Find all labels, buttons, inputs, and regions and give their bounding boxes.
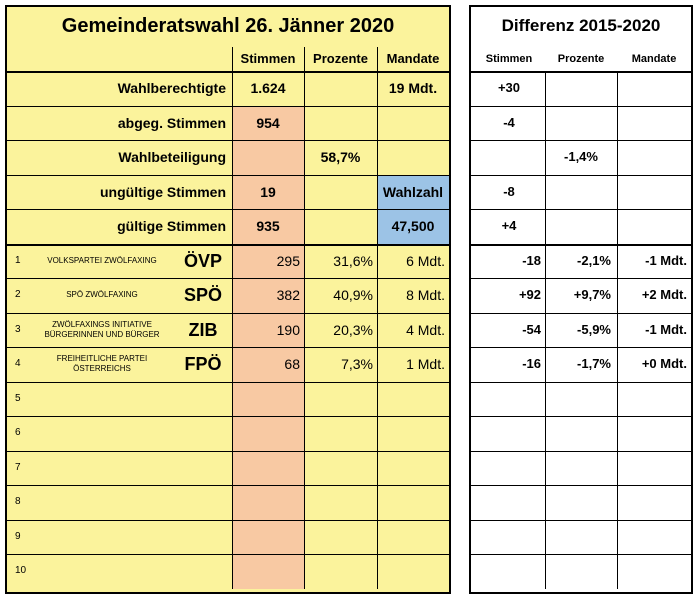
results-title: Gemeinderatswahl 26. Jänner 2020	[61, 15, 395, 37]
party-stimmen: 190	[276, 321, 300, 338]
party-mandate	[377, 485, 445, 519]
summary-label: abgeg. Stimmen	[117, 114, 226, 131]
party-name	[31, 278, 173, 312]
party-abbreviation: FPÖ	[184, 354, 222, 374]
diff-party-stimmen: +92	[518, 287, 541, 302]
diff-party-stimmen	[473, 451, 541, 485]
summary-prozente	[304, 106, 377, 140]
summary-mandate: 47,500	[391, 218, 435, 234]
summary-stimmen: 1.624	[250, 80, 286, 96]
diff-header-prozente: Prozente	[557, 53, 605, 65]
diff-party-prozente: -2,1%	[577, 252, 611, 268]
party-abbreviation	[175, 416, 231, 450]
party-mandate	[377, 520, 445, 554]
party-abbreviation	[175, 485, 231, 519]
party-prozente	[304, 485, 373, 519]
party-stimmen: 295	[276, 252, 300, 269]
summary-mandate	[377, 106, 449, 140]
party-mandate: 4 Mdt.	[406, 321, 445, 338]
diff-summary-mandate	[617, 106, 691, 140]
party-number: 4	[15, 358, 21, 369]
diff-party-mandate	[617, 520, 687, 554]
party-name	[31, 347, 173, 381]
results-table	[5, 5, 451, 594]
party-abbreviation: ÖVP	[183, 250, 222, 271]
header-prozente: Prozente	[313, 51, 368, 66]
difference-title: Differenz 2015-2020	[501, 16, 661, 35]
header-mandate: Mandate	[386, 51, 440, 66]
diff-party-prozente	[545, 554, 611, 588]
diff-party-mandate: +0 Mdt.	[641, 356, 687, 371]
party-name	[31, 382, 173, 416]
diff-party-mandate	[617, 382, 687, 416]
party-name	[31, 313, 173, 347]
party-stimmen	[232, 382, 300, 416]
diff-party-stimmen: -18	[522, 252, 541, 268]
difference-table	[469, 5, 693, 594]
diff-summary-stimmen: +30	[497, 80, 521, 95]
summary-stimmen: 954	[256, 114, 280, 131]
diff-party-prozente	[545, 416, 611, 450]
party-name-text: SPÖ ZWÖLFAXING	[66, 290, 138, 299]
party-abbreviation	[175, 382, 231, 416]
summary-stimmen: 19	[260, 183, 276, 200]
party-number: 7	[15, 461, 21, 473]
party-prozente	[304, 382, 373, 416]
diff-party-prozente	[545, 485, 611, 519]
party-mandate	[377, 554, 445, 588]
diff-summary-mandate	[617, 209, 691, 243]
party-abbreviation	[175, 520, 231, 554]
summary-label: gültige Stimmen	[117, 218, 226, 234]
party-name	[31, 485, 173, 519]
diff-party-stimmen: -16	[522, 356, 541, 371]
diff-summary-stimmen	[473, 140, 545, 174]
party-prozente: 40,9%	[333, 287, 373, 303]
party-mandate: 1 Mdt.	[406, 356, 445, 372]
party-mandate: 8 Mdt.	[406, 287, 445, 303]
summary-prozente: 58,7%	[320, 149, 361, 165]
party-abbreviation: ZIB	[188, 319, 218, 340]
party-number: 9	[15, 530, 21, 542]
diff-summary-prozente	[545, 209, 617, 243]
diff-summary-mandate	[617, 140, 691, 174]
party-prozente	[304, 416, 373, 450]
party-prozente: 7,3%	[341, 356, 373, 372]
diff-summary-mandate	[617, 175, 691, 209]
diff-party-prozente	[545, 520, 611, 554]
party-prozente: 20,3%	[333, 321, 373, 338]
summary-mandate: 19 Mdt.	[388, 80, 438, 96]
diff-party-mandate	[617, 554, 687, 588]
summary-label: ungültige Stimmen	[100, 183, 226, 200]
party-name-text: VOLKSPARTEI ZWÖLFAXING	[47, 255, 157, 265]
party-prozente	[304, 520, 373, 554]
party-prozente: 31,6%	[333, 252, 373, 269]
diff-party-mandate	[617, 451, 687, 485]
party-stimmen	[232, 554, 300, 588]
party-name	[31, 554, 173, 588]
party-name	[31, 451, 173, 485]
diff-party-prozente: -5,9%	[577, 321, 611, 337]
diff-summary-stimmen: -4	[503, 114, 515, 130]
header-stimmen: Stimmen	[240, 51, 296, 66]
summary-prozente	[304, 71, 377, 105]
diff-party-prozente	[545, 382, 611, 416]
diff-party-prozente	[545, 451, 611, 485]
diff-party-mandate	[617, 416, 687, 450]
summary-stimmen: 935	[256, 218, 280, 234]
party-name-text: FREIHEITLICHE PARTEI ÖSTERREICHS	[56, 354, 148, 373]
party-name	[31, 520, 173, 554]
party-abbreviation	[175, 554, 231, 588]
party-number: 1	[15, 254, 21, 266]
party-name	[31, 244, 173, 278]
party-abbreviation	[175, 451, 231, 485]
diff-summary-stimmen: -8	[503, 183, 515, 199]
party-mandate: 6 Mdt.	[406, 252, 445, 269]
diff-party-mandate: -1 Mdt.	[645, 252, 687, 268]
diff-party-mandate	[617, 485, 687, 519]
party-mandate	[377, 382, 445, 416]
summary-stimmen	[232, 140, 304, 174]
diff-party-mandate: +2 Mdt.	[641, 287, 687, 302]
diff-party-stimmen	[473, 485, 541, 519]
diff-summary-prozente	[545, 71, 617, 105]
party-abbreviation: SPÖ	[183, 285, 222, 305]
diff-summary-prozente	[545, 175, 617, 209]
party-mandate	[377, 416, 445, 450]
party-stimmen	[232, 416, 300, 450]
party-prozente	[304, 451, 373, 485]
diff-party-stimmen	[473, 416, 541, 450]
summary-label: Wahlberechtigte	[117, 80, 226, 96]
party-mandate	[377, 451, 445, 485]
summary-prozente	[304, 209, 377, 243]
party-stimmen	[232, 451, 300, 485]
party-number: 10	[15, 565, 27, 576]
party-number: 6	[15, 427, 21, 438]
party-number: 2	[15, 289, 21, 300]
summary-mandate: Wahlzahl	[382, 183, 444, 200]
party-stimmen	[232, 520, 300, 554]
diff-summary-stimmen: +4	[501, 218, 517, 233]
summary-mandate	[377, 140, 449, 174]
party-name	[31, 416, 173, 450]
diff-header-stimmen: Stimmen	[485, 53, 533, 65]
party-stimmen: 68	[284, 356, 300, 372]
diff-summary-mandate	[617, 71, 691, 105]
diff-header-mandate: Mandate	[631, 53, 677, 65]
party-prozente	[304, 554, 373, 588]
diff-party-stimmen	[473, 554, 541, 588]
party-number: 8	[15, 496, 21, 507]
diff-party-mandate: -1 Mdt.	[645, 321, 687, 337]
party-number: 5	[15, 392, 21, 404]
diff-party-stimmen	[473, 520, 541, 554]
party-stimmen: 382	[276, 287, 300, 303]
summary-label: Wahlbeteiligung	[118, 149, 226, 165]
diff-party-prozente: -1,7%	[577, 356, 611, 371]
diff-party-stimmen: -54	[522, 321, 541, 337]
diff-party-prozente: +9,7%	[573, 287, 611, 302]
party-name-text: ZWÖLFAXINGS INITIATIVE BÜRGERINNEN UND BÜRGER	[44, 319, 160, 339]
diff-party-stimmen	[473, 382, 541, 416]
summary-prozente	[304, 175, 377, 209]
party-stimmen	[232, 485, 300, 519]
diff-summary-prozente: -1,4%	[564, 149, 598, 164]
party-number: 3	[15, 323, 21, 335]
diff-summary-prozente	[545, 106, 617, 140]
